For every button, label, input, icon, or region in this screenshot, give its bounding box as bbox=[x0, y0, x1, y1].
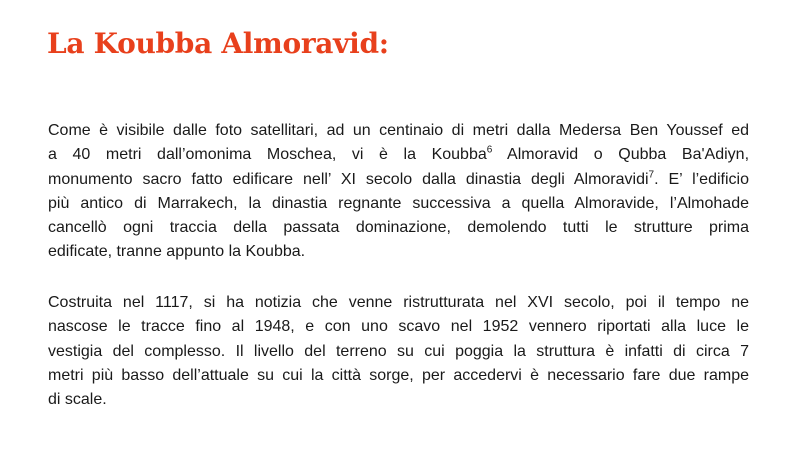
paragraph-line: nascose le tracce fino al 1948, e con uno scavo nel 1952 vennero riportati alla luce le bbox=[48, 318, 749, 336]
paragraph-koubba-history bbox=[48, 291, 749, 412]
paragraph-line: Come è visibile dalle foto satellitari, ad un centinaio di metri dalla Medersa Ben Youssef ed bbox=[48, 122, 749, 139]
paragraph-line: di scale. bbox=[48, 391, 107, 409]
footnote-marker[interactable]: 7 bbox=[648, 169, 655, 181]
footnote-marker[interactable]: 6 bbox=[486, 144, 493, 156]
paragraph-line: Costruita nel 1117, si ha notizia che venne ristrutturata nel XVI secolo, poi il tempo ne bbox=[48, 294, 749, 311]
paragraph-line: più antico di Marrakech, la dinastia regnante successiva a quella Almoravide, l’Almohade bbox=[48, 194, 749, 212]
paragraph-line: a 40 metri dall’omonima Moschea, vi è la Koubba$^6$ Almoravid o Qubba Ba'Adiyn, bbox=[48, 144, 750, 164]
paragraph-line: monumento sacro fatto edificare nell’ XI secolo dalla dinastia degli Almoravidi$^7$. E’ l’edificio bbox=[48, 169, 749, 188]
paragraph-koubba-location bbox=[48, 119, 749, 265]
page-title: La Koubba Almoravid: bbox=[47, 27, 389, 60]
paragraph-line: metri più basso dell’attuale su cui la città sorge, per accedervi è necessario fare due rampe bbox=[48, 366, 749, 384]
paragraph-line: cancellò ogni traccia della passata dominazione, demolendo tutti le strutture prima bbox=[48, 219, 749, 237]
paragraph-line: edificate, tranne appunto la Koubba. bbox=[48, 243, 306, 261]
paragraph-line: vestigia del complesso. Il livello del terreno su cui poggia la struttura è infatti di circa 7 bbox=[48, 342, 749, 360]
